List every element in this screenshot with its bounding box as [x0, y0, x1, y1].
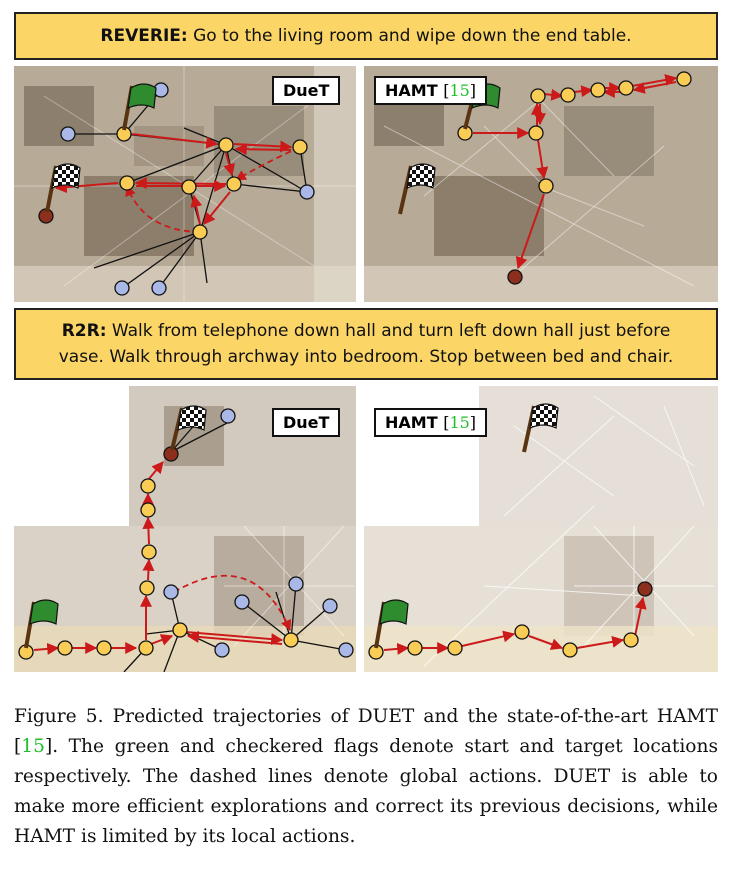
r2r-instruction-line1: Walk from telephone down hall and turn left down hall just before — [111, 321, 671, 341]
reverie-instruction-banner — [14, 12, 718, 60]
hamt-label: HAMT [15] — [374, 408, 487, 437]
hamt-label: HAMT [15] — [374, 76, 487, 105]
reverie-hamt-panel — [364, 66, 718, 302]
r2r-hamt-panel — [364, 386, 718, 672]
reverie-label: REVERIE: — [100, 26, 188, 46]
reverie-instruction: Go to the living room and wipe down the end table. — [193, 26, 632, 46]
duet-label: DueT — [272, 408, 340, 437]
duet-label: DueT — [272, 76, 340, 105]
citation-link[interactable]: 15 — [21, 736, 45, 757]
reverie-duet-panel — [14, 66, 356, 302]
r2r-instruction-line2: vase. Walk through archway into bedroom. Stop between bed and chair. — [58, 347, 674, 367]
figure-caption: Figure 5. Predicted trajectories of DUET and the state-of-the-art HAMT [15]. The green and checkered flags denote start and target locations respectively. The dashed lines denote global actions. DUET is able to make more efficient explorations and correct its previous decisions, while HAMT is limited by its local actions. — [14, 706, 718, 847]
r2r-instruction-banner — [14, 308, 718, 380]
r2r-duet-panel — [14, 386, 356, 672]
r2r-label: R2R: — [61, 321, 107, 341]
